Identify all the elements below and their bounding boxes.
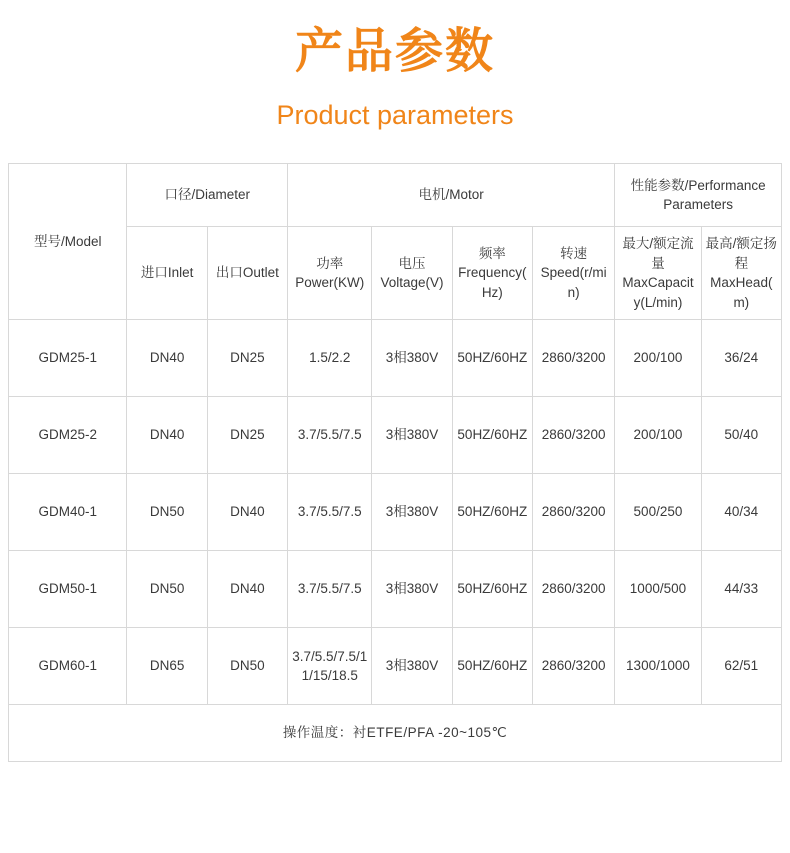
table-header-group-row [9, 164, 782, 227]
cell-frequency: 50HZ/60HZ [452, 397, 532, 474]
cell-max-capacity: 500/250 [615, 474, 701, 551]
table-row [9, 628, 782, 705]
header-diameter: 口径/Diameter [127, 164, 288, 227]
cell-model: GDM40-1 [9, 474, 127, 551]
spec-table [8, 163, 782, 762]
cell-speed: 2860/3200 [532, 397, 614, 474]
cell-model: GDM25-1 [9, 320, 127, 397]
cell-voltage: 3相380V [372, 320, 452, 397]
cell-inlet: DN40 [127, 397, 207, 474]
table-row [9, 320, 782, 397]
header-model: 型号/Model [9, 164, 127, 320]
cell-model: GDM25-2 [9, 397, 127, 474]
cell-speed: 2860/3200 [532, 551, 614, 628]
cell-power: 3.7/5.5/7.5/11/15/18.5 [288, 628, 372, 705]
cell-max-capacity: 1000/500 [615, 551, 701, 628]
cell-outlet: DN25 [207, 320, 287, 397]
cell-outlet: DN40 [207, 474, 287, 551]
table-footer-row [9, 705, 782, 762]
cell-voltage: 3相380V [372, 628, 452, 705]
cell-max-capacity: 1300/1000 [615, 628, 701, 705]
cell-outlet: DN50 [207, 628, 287, 705]
header-outlet: 出口Outlet [207, 227, 287, 320]
cell-max-head: 62/51 [701, 628, 781, 705]
header-motor: 电机/Motor [288, 164, 615, 227]
cell-speed: 2860/3200 [532, 320, 614, 397]
cell-power: 3.7/5.5/7.5 [288, 551, 372, 628]
cell-voltage: 3相380V [372, 397, 452, 474]
page-title-cn: 产品参数 [294, 25, 495, 78]
cell-inlet: DN50 [127, 551, 207, 628]
cell-inlet: DN50 [127, 474, 207, 551]
cell-max-head: 50/40 [701, 397, 781, 474]
cell-frequency: 50HZ/60HZ [452, 628, 532, 705]
table-row [9, 397, 782, 474]
spec-table-wrapper [0, 163, 790, 762]
cell-power: 3.7/5.5/7.5 [288, 397, 372, 474]
header-frequency: 频率Frequency(Hz) [452, 227, 532, 320]
header-max-capacity: 最大/额定流量MaxCapacity(L/min) [615, 227, 701, 320]
cell-frequency: 50HZ/60HZ [452, 474, 532, 551]
cell-power: 3.7/5.5/7.5 [288, 474, 372, 551]
cell-max-capacity: 200/100 [615, 320, 701, 397]
cell-max-capacity: 200/100 [615, 397, 701, 474]
page-title-en: Product parameters [276, 100, 514, 130]
cell-voltage: 3相380V [372, 474, 452, 551]
cell-model: GDM60-1 [9, 628, 127, 705]
cell-max-head: 44/33 [701, 551, 781, 628]
header-voltage: 电压Voltage(V) [372, 227, 452, 320]
cell-frequency: 50HZ/60HZ [452, 551, 532, 628]
cell-frequency: 50HZ/60HZ [452, 320, 532, 397]
page-header [0, 0, 790, 133]
table-row [9, 474, 782, 551]
header-inlet: 进口Inlet [127, 227, 207, 320]
header-power: 功率Power(KW) [288, 227, 372, 320]
cell-speed: 2860/3200 [532, 474, 614, 551]
cell-max-head: 40/34 [701, 474, 781, 551]
cell-speed: 2860/3200 [532, 628, 614, 705]
operating-temperature-note: 操作温度：衬ETFE/PFA -20~105℃ [9, 705, 782, 762]
cell-max-head: 36/24 [701, 320, 781, 397]
header-speed: 转速Speed(r/min) [532, 227, 614, 320]
cell-inlet: DN40 [127, 320, 207, 397]
cell-power: 1.5/2.2 [288, 320, 372, 397]
header-performance: 性能参数/Performance Parameters [615, 164, 782, 227]
header-max-head: 最高/额定扬程MaxHead(m) [701, 227, 781, 320]
table-row [9, 551, 782, 628]
cell-outlet: DN40 [207, 551, 287, 628]
cell-voltage: 3相380V [372, 551, 452, 628]
cell-model: GDM50-1 [9, 551, 127, 628]
cell-inlet: DN65 [127, 628, 207, 705]
cell-outlet: DN25 [207, 397, 287, 474]
